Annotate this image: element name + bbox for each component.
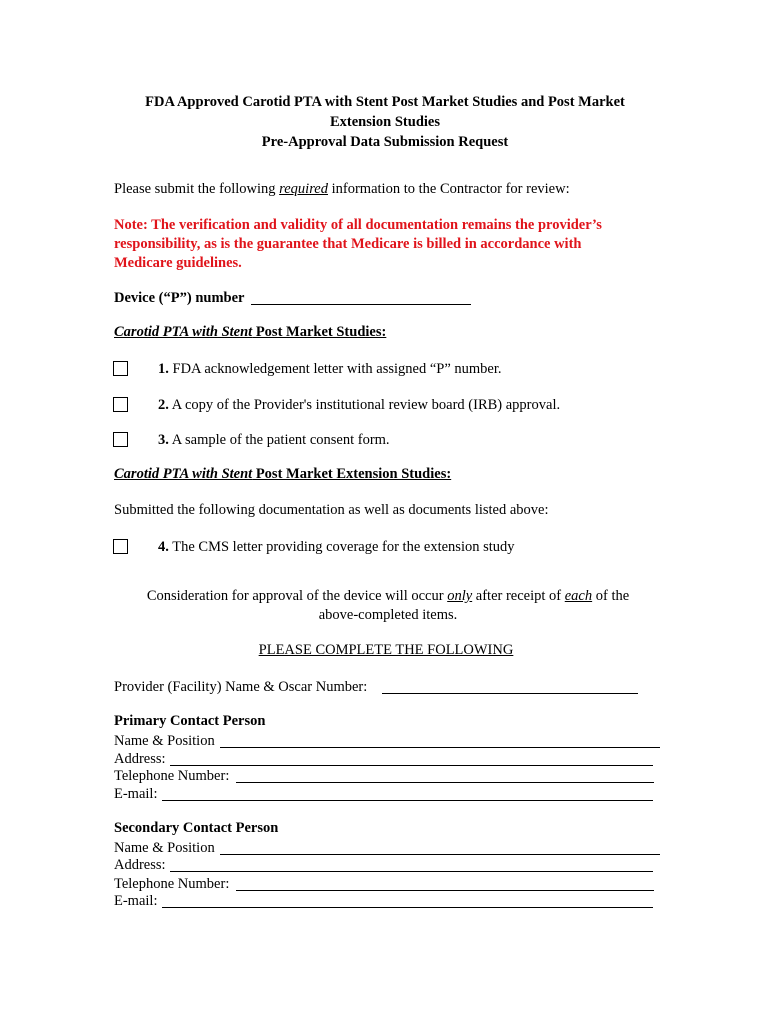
item-3-number: 3. bbox=[158, 432, 169, 448]
section2-intro: Submitted the following documentation as well as documents listed above: bbox=[114, 502, 549, 518]
item-2 bbox=[158, 397, 560, 414]
primary-email-label: E-mail: bbox=[114, 786, 158, 802]
complete-heading: PLEASE COMPLETE THE FOLLOWING bbox=[258, 642, 514, 658]
checkbox-item-3[interactable] bbox=[113, 432, 128, 447]
secondary-phone-field[interactable] bbox=[236, 890, 654, 891]
intro-before: Please submit the following bbox=[114, 181, 280, 197]
primary-name-label: Name & Position bbox=[114, 733, 215, 749]
provider-field[interactable] bbox=[382, 693, 638, 694]
secondary-address-field[interactable] bbox=[170, 871, 653, 872]
device-label: Device (“P”) number bbox=[114, 290, 245, 306]
section2-heading bbox=[114, 466, 451, 483]
secondary-phone-label: Telephone Number: bbox=[114, 876, 230, 892]
primary-email-field[interactable] bbox=[162, 800, 653, 801]
item-4 bbox=[158, 539, 515, 556]
secondary-contact-heading: Secondary Contact Person bbox=[114, 820, 279, 836]
section2-heading-italic: Carotid PTA with Stent bbox=[114, 466, 253, 482]
item-1 bbox=[158, 361, 502, 378]
primary-address-field[interactable] bbox=[170, 765, 653, 766]
checkbox-item-4[interactable] bbox=[113, 539, 128, 554]
title-line-1: FDA Approved Carotid PTA with Stent Post Market Studies and Post Market bbox=[145, 94, 625, 110]
primary-name-field[interactable] bbox=[220, 747, 660, 748]
item-3-text: A sample of the patient consent form. bbox=[168, 432, 390, 448]
item-1-text: FDA acknowledgement letter with assigned “P” number. bbox=[168, 361, 502, 377]
provider-label: Provider (Facility) Name & Oscar Number: bbox=[114, 679, 368, 695]
secondary-name-label: Name & Position bbox=[114, 840, 215, 856]
item-2-number: 2. bbox=[158, 397, 169, 413]
secondary-email-label: E-mail: bbox=[114, 893, 158, 909]
item-2-text: A copy of the Provider's institutional review board (IRB) approval. bbox=[168, 397, 561, 413]
item-4-number: 4. bbox=[158, 539, 169, 555]
item-4-text: The CMS letter providing coverage for the extension study bbox=[168, 539, 515, 555]
intro-after: information to the Contractor for review: bbox=[328, 181, 570, 197]
section1-heading-rest: Post Market Studies: bbox=[252, 324, 387, 340]
intro-required: required bbox=[279, 181, 328, 197]
consideration-line-2: above-completed items. bbox=[318, 607, 458, 623]
primary-phone-label: Telephone Number: bbox=[114, 768, 230, 784]
note-line-2: responsibility, as is the guarantee that Medicare is billed in accordance with bbox=[114, 236, 582, 252]
document-title bbox=[100, 92, 670, 152]
item-1-number: 1. bbox=[158, 361, 169, 377]
device-number-field[interactable] bbox=[251, 304, 471, 305]
consideration-line-1 bbox=[100, 588, 676, 605]
consideration-part-2: after receipt of bbox=[472, 588, 565, 604]
note-block bbox=[114, 216, 674, 273]
consideration-only: only bbox=[447, 588, 473, 604]
checkbox-item-2[interactable] bbox=[113, 397, 128, 412]
title-line-2: Extension Studies bbox=[330, 114, 440, 130]
section1-heading-italic: Carotid PTA with Stent bbox=[114, 324, 253, 340]
secondary-name-field[interactable] bbox=[220, 854, 660, 855]
section1-heading bbox=[114, 324, 386, 341]
note-line-3: Medicare guidelines. bbox=[114, 255, 242, 271]
consideration-each: each bbox=[564, 588, 593, 604]
checkbox-item-1[interactable] bbox=[113, 361, 128, 376]
secondary-address-label: Address: bbox=[114, 857, 166, 873]
section2-heading-rest: Post Market Extension Studies: bbox=[252, 466, 452, 482]
consideration-part-3: of the bbox=[592, 588, 630, 604]
consideration-part-1: Consideration for approval of the device will occur bbox=[146, 588, 448, 604]
primary-phone-field[interactable] bbox=[236, 782, 654, 783]
intro-text bbox=[114, 181, 570, 198]
secondary-email-field[interactable] bbox=[162, 907, 653, 908]
primary-contact-heading: Primary Contact Person bbox=[114, 713, 266, 729]
primary-address-label: Address: bbox=[114, 751, 166, 767]
note-line-1: Note: The verification and validity of all documentation remains the provider’s bbox=[114, 217, 602, 233]
item-3 bbox=[158, 432, 390, 449]
title-line-3: Pre-Approval Data Submission Request bbox=[261, 134, 509, 150]
